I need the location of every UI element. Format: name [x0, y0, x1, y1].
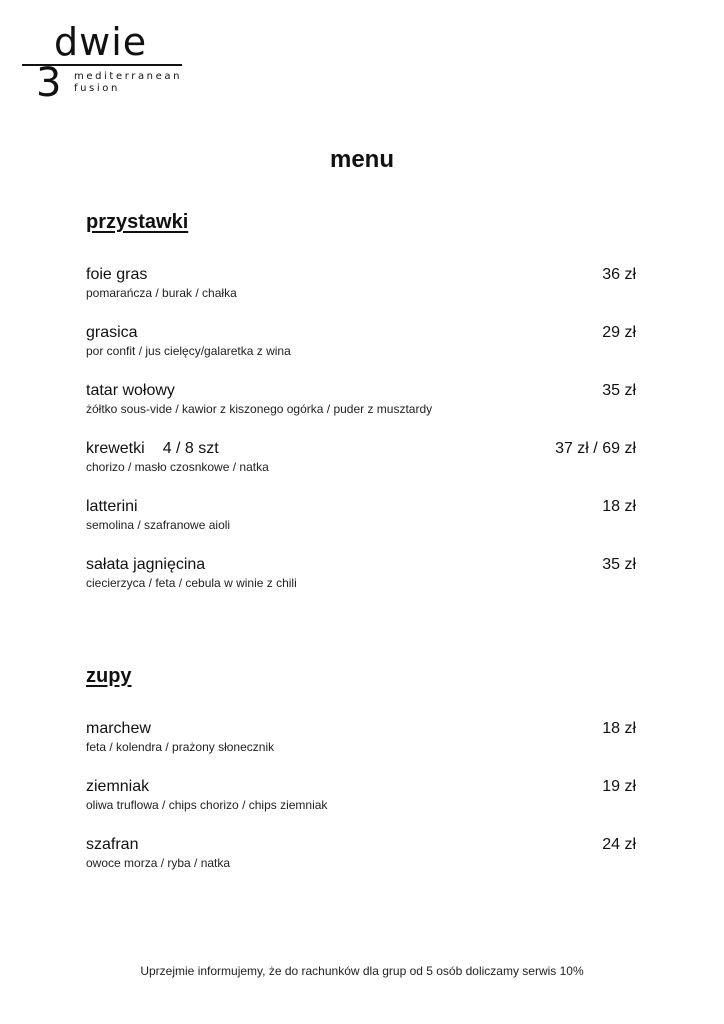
item-name-with-qty	[86, 440, 219, 458]
item-name: krewetki	[86, 440, 145, 457]
item-description: pomarańcza / burak / chałka	[86, 286, 237, 300]
logo-tagline-1: mediterranean	[74, 71, 183, 82]
item-name: latterini	[86, 498, 138, 515]
item-description: chorizo / masło czosnkowe / natka	[86, 460, 269, 474]
item-price: 18 zł	[602, 498, 636, 515]
item-description: owoce morza / ryba / natka	[86, 856, 231, 870]
menu-item	[86, 440, 636, 480]
item-price: 29 zł	[602, 324, 636, 341]
page-title: menu	[329, 146, 394, 173]
item-name: tatar wołowy	[86, 382, 175, 399]
item-price: 19 zł	[602, 778, 636, 795]
menu-item	[86, 720, 636, 760]
item-description: żółtko sous-vide / kawior z kiszonego ogórka / puder z musztardy	[86, 402, 433, 416]
item-description: oliwa truflowa / chips chorizo / chips ziemniak	[86, 798, 328, 812]
item-name: marchew	[86, 720, 151, 737]
item-price: 35 zł	[602, 382, 636, 399]
item-name: szafran	[86, 836, 139, 853]
item-price: 18 zł	[602, 720, 636, 737]
item-name: foie gras	[86, 266, 148, 283]
menu-item	[86, 324, 636, 364]
item-price: 36 zł	[602, 266, 636, 283]
item-description: feta / kolendra / prażony słonecznik	[86, 740, 275, 754]
menu-item	[86, 778, 636, 818]
menu-item	[86, 382, 636, 422]
item-description: semolina / szafranowe aioli	[86, 518, 231, 532]
logo-tagline-2: fusion	[74, 83, 120, 94]
section-title-starters: przystawki	[86, 211, 189, 233]
item-name: ziemniak	[86, 778, 150, 795]
menu-item	[86, 556, 636, 596]
item-description: ciecierzyca / feta / cebula w winie z chili	[86, 576, 297, 590]
menu-item	[86, 266, 636, 306]
logo-number: 3	[36, 60, 62, 106]
section-title-soups: zupy	[86, 665, 132, 687]
menu-item	[86, 836, 636, 876]
service-charge-notice: Uprzejmie informujemy, że do rachunków dla grup od 5 osób doliczamy serwis 10%	[140, 964, 584, 978]
item-price: 35 zł	[602, 556, 636, 573]
logo-word: dwie	[54, 20, 148, 64]
item-name: grasica	[86, 324, 138, 341]
item-price: 24 zł	[602, 836, 636, 853]
menu-item	[86, 498, 636, 538]
item-name: sałata jagnięcina	[86, 556, 206, 573]
item-quantity: 4 / 8 szt	[162, 440, 219, 457]
item-price: 37 zł / 69 zł	[555, 440, 636, 457]
restaurant-logo	[22, 22, 192, 106]
item-description: por confit / jus cielęcy/galaretka z wina	[86, 344, 291, 358]
